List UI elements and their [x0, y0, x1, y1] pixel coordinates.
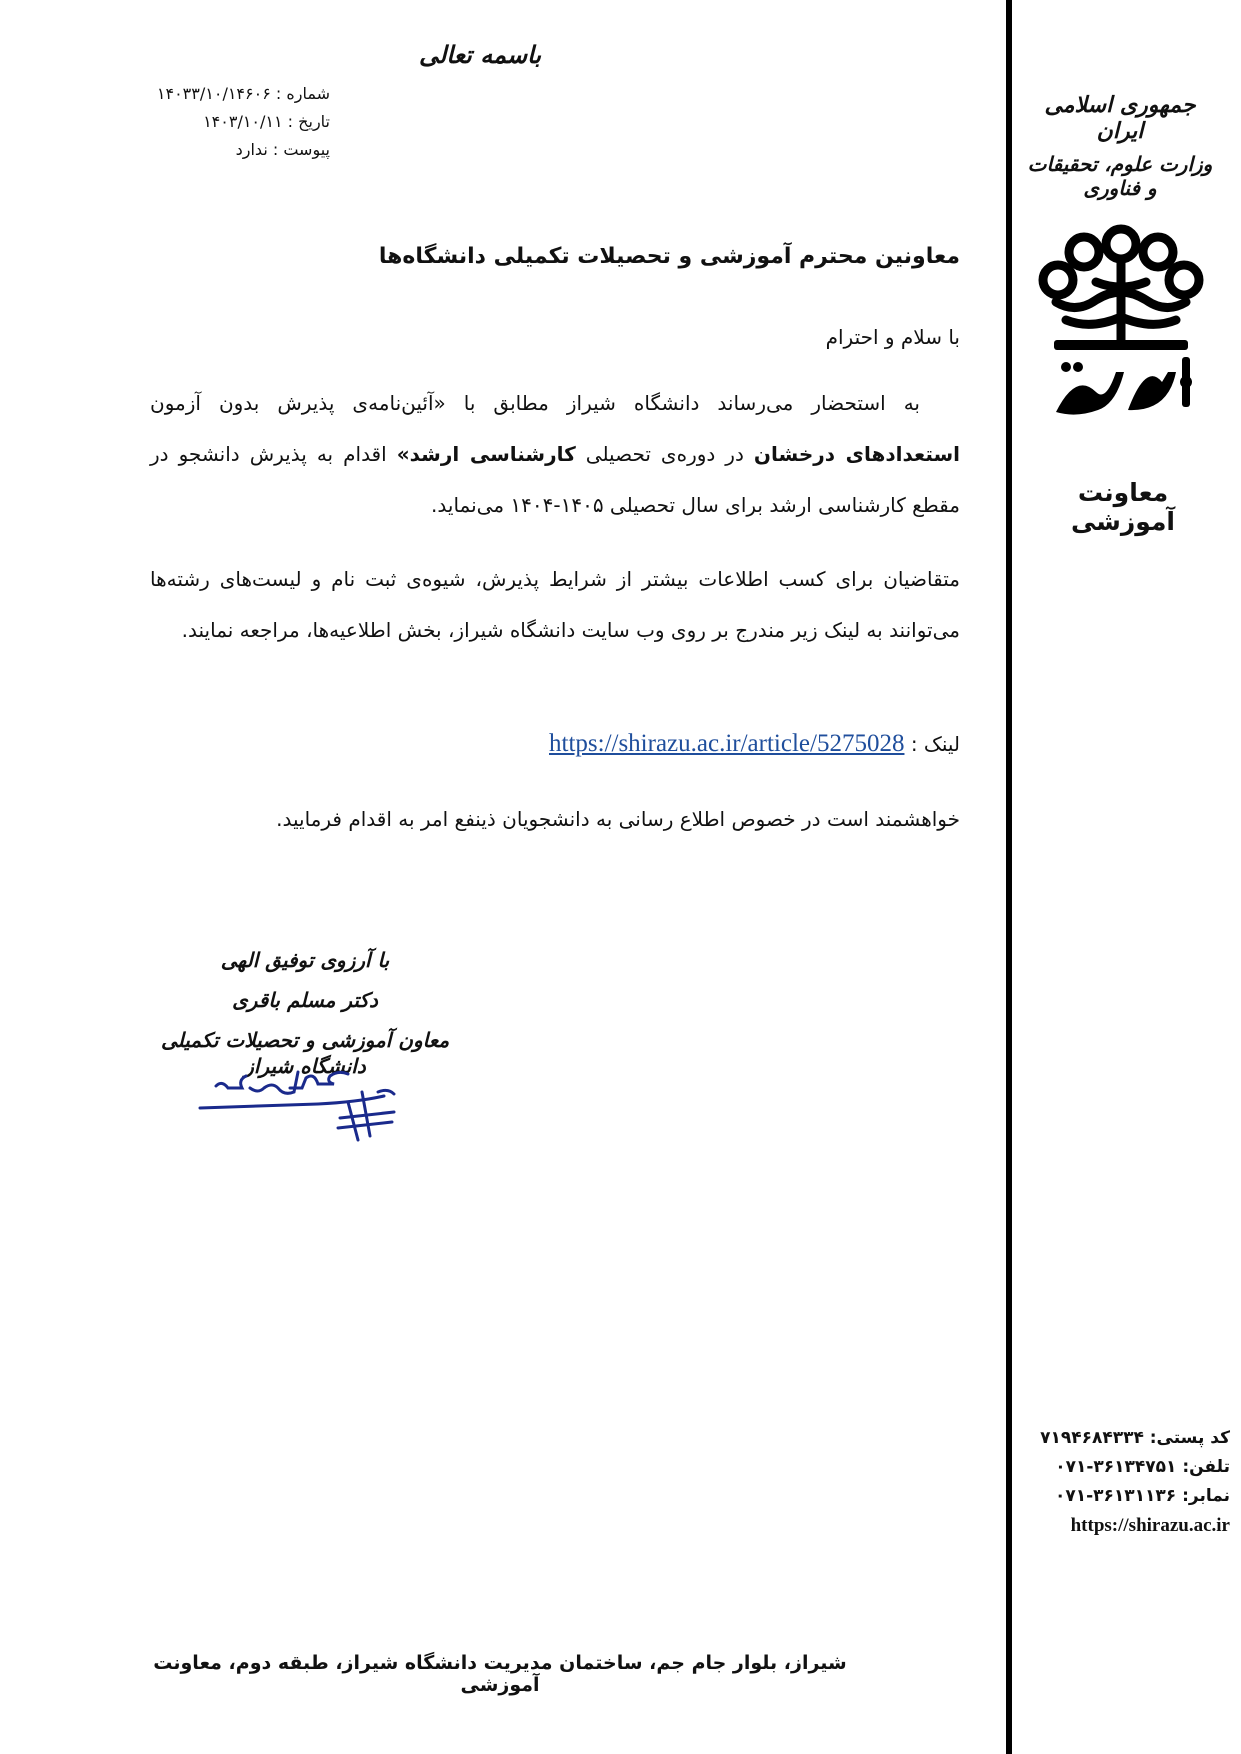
link-row [150, 718, 960, 770]
issuer-header [1020, 92, 1220, 200]
letter-number: شماره : ۱۴۰۳۳/۱۰/۱۴۶۰۶ [156, 84, 330, 103]
p1-text-e: اقدام به پذیرش دانشجو در مقطع کارشناسی ارشد برای سال تحصیلی ۱۴۰۵-۱۴۰۴ می‌نماید. [150, 442, 960, 517]
letter-date: تاریخ : ۱۴۰۳/۱۰/۱۱ [203, 112, 330, 131]
page-divider-line [1006, 0, 1012, 1754]
postal-code: کد پستی: ۷۱۹۴۶۸۴۳۳۴ [1040, 1428, 1230, 1448]
paragraph-admission [150, 378, 960, 531]
paragraph-applicants: متقاضیان برای کسب اطلاعات بیشتر از شرایط پذیرش، شیوه‌ی ثبت نام و لیست‌های رشته‌ها می‌توانند به لینک زیر مندرج بر روی وب سایت دانشگاه شیراز، بخش اطلاعیه‌ها، مراجعه نمایند. [150, 567, 960, 642]
department-label: معاونت آموزشی [1071, 478, 1175, 536]
basmeh-heading: باسمه تعالی [418, 40, 542, 69]
shiraz-university-logo [1036, 222, 1206, 422]
letter-meta [110, 80, 330, 164]
p1-bold-talent: استعدادهای درخشان [753, 442, 961, 466]
p1-bold-degree: کارشناسی ارشد» [396, 442, 576, 466]
fax-number: نمابر: ۳۶۱۳۱۱۳۶-۰۷۱ [1054, 1486, 1230, 1506]
footer-address: شیراز، بلوار جام جم، ساختمان مدیریت دانشگاه شیراز، طبقه دوم، معاونت آموزشی [153, 1652, 847, 1696]
link-label: لینک : [904, 732, 960, 756]
p1-text-c: در دوره‌ی تحصیلی [575, 442, 754, 466]
contact-info [1020, 1424, 1230, 1540]
university-website: https://shirazu.ac.ir [1070, 1515, 1230, 1536]
greeting: با سلام و احترام [825, 325, 960, 349]
phone-number: تلفن: ۳۶۱۳۴۷۵۱-۰۷۱ [1055, 1457, 1230, 1477]
signer-university: دانشگاه شیراز [244, 1054, 366, 1078]
handwritten-signature [198, 1062, 418, 1142]
p1-text-a: به استحضار می‌رساند دانشگاه شیراز مطابق با «آئین‌نامه‌ی پذیرش بدون آزمون [150, 391, 920, 415]
ministry-label: وزارت علوم، تحقیقات و فناوری [1027, 152, 1213, 200]
letter-attachment: پیوست : ندارد [235, 140, 330, 159]
signature-block [140, 940, 470, 1078]
closing-request: خواهشمند است در خصوص اطلاع رسانی به دانشجویان ذینفع امر به اقدام فرمایید. [276, 807, 960, 831]
republic-label: جمهوری اسلامی ایران [1044, 92, 1196, 144]
signer-name: دکتر مسلم باقری [232, 988, 378, 1012]
signer-title: معاون آموزشی و تحصیلات تکمیلی [160, 1028, 450, 1052]
letter-addressee: معاونین محترم آموزشی و تحصیلات تکمیلی دانشگاه‌ها [378, 244, 960, 269]
article-link[interactable]: https://shirazu.ac.ir/article/5275028 [549, 730, 905, 757]
signature-wish: با آرزوی توفیق الهی [220, 948, 390, 972]
